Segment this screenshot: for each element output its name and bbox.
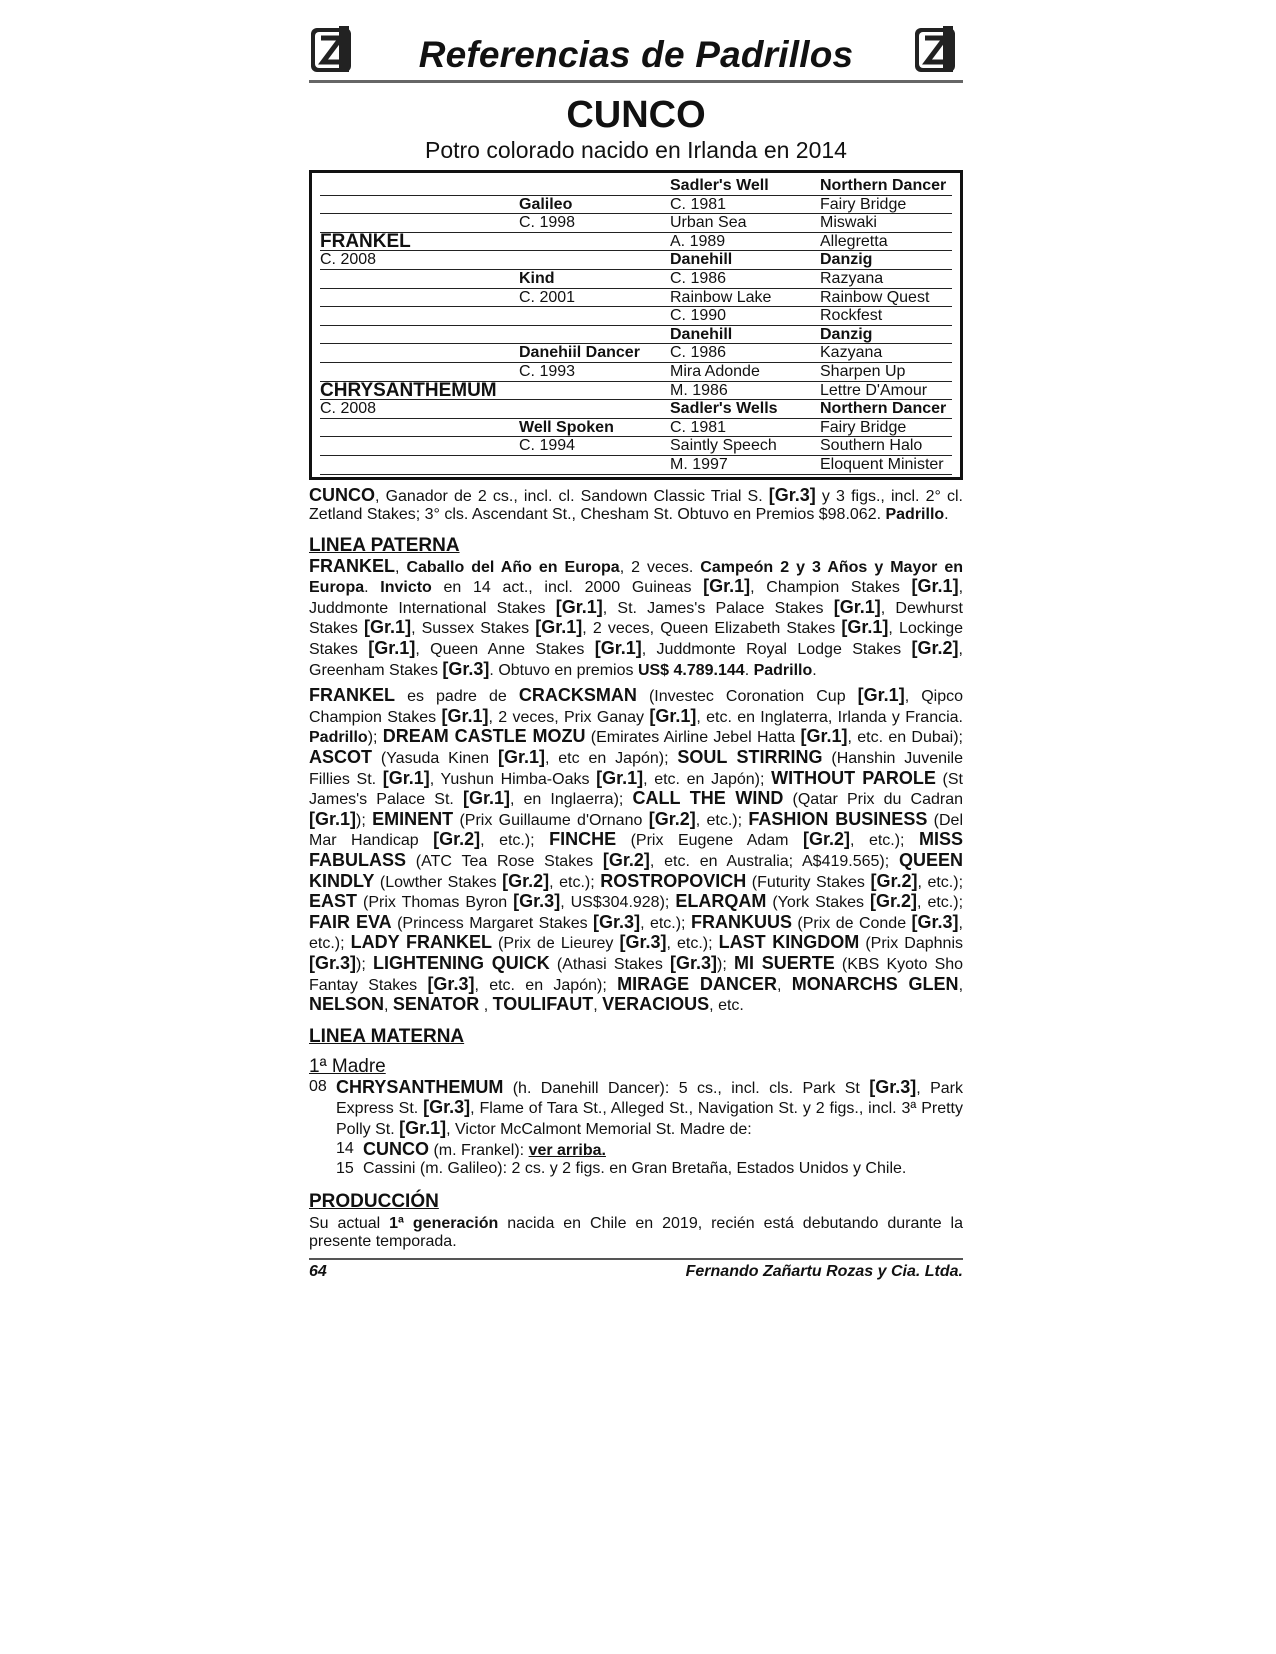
pedigree-cell: CHRYSANTHEMUM bbox=[320, 382, 519, 401]
paragraph-text: (Del Mar Handicap bbox=[309, 811, 963, 850]
horse-name-mention: MIRAGE DANCER bbox=[617, 973, 777, 994]
pedigree-cell: Sadler's Well bbox=[670, 177, 820, 196]
produccion-post: nacida en Chile en 2019, recién está debutando durante la presente temporada. bbox=[309, 1214, 964, 1251]
horse-name-mention: FRANKEL bbox=[309, 555, 395, 576]
pedigree-row bbox=[320, 289, 952, 308]
paterna-paragraph-2 bbox=[309, 686, 963, 1016]
pedigree-row bbox=[320, 307, 952, 326]
pedigree-cell: Southern Halo bbox=[820, 437, 952, 456]
grade-label: [Gr.1] bbox=[596, 767, 644, 788]
grade-label: [Gr.2] bbox=[870, 891, 918, 912]
paragraph-text: (Prix Daphnis bbox=[859, 935, 964, 953]
pedigree-cell: Urban Sea bbox=[670, 214, 820, 233]
grade-label: [Gr.1] bbox=[309, 808, 357, 829]
horse-name-mention: FRANKEL bbox=[309, 685, 395, 706]
grade-label: [Gr.1] bbox=[841, 617, 889, 638]
pedigree-row bbox=[320, 382, 952, 401]
pedigree-cell: Rockfest bbox=[820, 307, 952, 326]
horse-name-mention: MI SUERTE bbox=[734, 952, 835, 973]
pedigree-cell: C. 1998 bbox=[519, 214, 670, 233]
paragraph-text: , etc. en Japón); bbox=[474, 976, 618, 994]
pedigree-cell bbox=[519, 177, 670, 196]
grade-label: [Gr.3] bbox=[619, 932, 667, 953]
paragraph-text: , bbox=[479, 997, 493, 1015]
pedigree-cell: C. 1993 bbox=[519, 363, 670, 382]
offspring-item bbox=[336, 1140, 963, 1161]
grade-label: [Gr.3] bbox=[670, 952, 718, 973]
paragraph-text: , etc en Japón); bbox=[544, 750, 678, 768]
logo-icon bbox=[913, 24, 959, 74]
ver-arriba-link[interactable]: ver arriba. bbox=[528, 1141, 606, 1159]
paragraph-text: (Princess Margaret Stakes bbox=[391, 914, 594, 932]
paragraph-text: , Qipco Champion Stakes bbox=[309, 688, 963, 726]
paragraph-text: , etc.); bbox=[309, 914, 963, 953]
horse-name-mention: MISS FABULASS bbox=[309, 829, 963, 870]
paragraph-text: , Greenham Stakes bbox=[309, 641, 963, 679]
paragraph-text: (Prix Guillaume d'Ornano bbox=[453, 811, 649, 829]
pedigree-cell bbox=[519, 233, 670, 252]
horse-name-mention: LIGHTENING QUICK bbox=[372, 952, 550, 973]
mother-entry bbox=[309, 1078, 963, 1179]
grade-label: [Gr.2] bbox=[433, 829, 481, 850]
grade-label: [Gr.3] bbox=[869, 1076, 917, 1097]
paragraph-text: , etc. bbox=[709, 997, 744, 1015]
summary-horse-name: CUNCO bbox=[309, 484, 375, 505]
paragraph-text: (York Stakes bbox=[766, 894, 870, 912]
pedigree-cell: Razyana bbox=[820, 270, 952, 289]
pedigree-cell: Galileo bbox=[519, 196, 670, 215]
pedigree-cell: C. 1990 bbox=[670, 307, 820, 326]
pedigree-row bbox=[320, 326, 952, 345]
pedigree-row bbox=[320, 196, 952, 215]
pedigree-cell bbox=[320, 270, 519, 289]
pedigree-row bbox=[320, 233, 952, 252]
pedigree-row bbox=[320, 419, 952, 438]
paragraph-text: , bbox=[395, 558, 407, 576]
pedigree-cell: Fairy Bridge bbox=[820, 419, 952, 438]
pedigree-cell bbox=[519, 400, 670, 419]
page-header bbox=[309, 22, 963, 83]
pedigree-cell bbox=[320, 419, 519, 438]
pedigree-table bbox=[309, 170, 963, 480]
pedigree-cell: Sadler's Wells bbox=[670, 400, 820, 419]
pedigree-cell bbox=[519, 251, 670, 270]
horse-name-mention: VERACIOUS bbox=[602, 994, 710, 1015]
pedigree-row bbox=[320, 177, 952, 196]
paragraph-text: (ATC Tea Rose Stakes bbox=[406, 853, 603, 870]
horse-name-mention: CHRYSANTHEMUM bbox=[336, 1076, 504, 1097]
pedigree-cell: Danehiil Dancer bbox=[519, 344, 670, 363]
paragraph-text: , bbox=[384, 997, 393, 1015]
grade-label: [Gr.3] bbox=[309, 952, 357, 973]
paragraph-text: , Park Express St. bbox=[336, 1079, 963, 1118]
pedigree-cell: Allegretta bbox=[820, 233, 952, 252]
section-linea-paterna: LINEA PATERNA bbox=[309, 534, 460, 556]
paragraph-text: (Prix de Lieurey bbox=[491, 935, 620, 953]
paragraph-text: , Queen Anne Stakes bbox=[415, 641, 595, 659]
horse-name-mention: EAST bbox=[309, 891, 358, 912]
offspring-year: 15 bbox=[336, 1160, 354, 1178]
pedigree-cell bbox=[320, 456, 519, 475]
paragraph-text: , bbox=[958, 976, 964, 994]
paragraph-text: (Qatar Prix du Cadran bbox=[783, 791, 963, 809]
document-page bbox=[309, 22, 963, 1281]
pedigree-cell: C. 1986 bbox=[670, 270, 820, 289]
pedigree-cell bbox=[320, 289, 519, 308]
pedigree-row bbox=[320, 270, 952, 289]
pedigree-cell bbox=[320, 326, 519, 345]
pedigree-cell bbox=[320, 344, 519, 363]
paragraph-text: Campeón 2 y 3 Años y Mayor en Europa bbox=[309, 558, 964, 597]
paragraph-text: , etc. en Inglaterra, Irlanda y Francia. bbox=[696, 708, 963, 726]
pedigree-cell bbox=[519, 382, 670, 401]
produccion-bold: 1ª generación bbox=[389, 1214, 499, 1232]
paragraph-text: US$ 4.789.144 bbox=[637, 661, 745, 679]
pedigree-cell: A. 1989 bbox=[670, 233, 820, 252]
horse-name-mention: SOUL STIRRING bbox=[677, 747, 823, 768]
summary-text-2: y 3 figs., incl. 2° cl. Zetland Stakes; 3° cls. Ascendant St., Chesham St. Obtuvo en Premios $98.062. bbox=[309, 487, 963, 524]
grade-label: [Gr.1] bbox=[703, 576, 751, 597]
pedigree-row bbox=[320, 251, 952, 270]
horse-name-mention: DREAM CASTLE MOZU bbox=[382, 726, 586, 747]
paragraph-text: , 2 veces, Queen Elizabeth Stakes bbox=[582, 620, 842, 638]
paragraph-text: . bbox=[812, 661, 817, 679]
paragraph-text: (Prix Eugene Adam bbox=[616, 832, 803, 850]
paragraph-text: Padrillo bbox=[753, 661, 813, 679]
summary-padrillo: Padrillo bbox=[885, 506, 945, 524]
grade-label: [Gr.1] bbox=[399, 1117, 447, 1138]
paragraph-text: , etc.); bbox=[549, 873, 601, 891]
pedigree-cell: Saintly Speech bbox=[670, 437, 820, 456]
horse-name-mention: LAST KINGDOM bbox=[718, 932, 860, 953]
horse-name-mention: ELARQAM bbox=[675, 891, 767, 912]
horse-summary bbox=[309, 486, 963, 525]
horse-subtitle: Potro colorado nacido en Irlanda en 2014 bbox=[425, 137, 847, 163]
horse-name-mention: CALL THE WIND bbox=[632, 788, 784, 809]
grade-label: [Gr.2] bbox=[648, 808, 696, 829]
paragraph-text: (Hanshin Juvenile Fillies St. bbox=[309, 750, 964, 788]
paragraph-text: Padrillo bbox=[309, 729, 368, 747]
grade-label: [Gr.1] bbox=[364, 617, 412, 638]
horse-name-mention: ASCOT bbox=[309, 747, 372, 768]
pedigree-cell: Miswaki bbox=[820, 214, 952, 233]
mother-text bbox=[336, 1078, 963, 1140]
paragraph-text: (Yasuda Kinen bbox=[372, 750, 498, 768]
mother-year: 08 bbox=[309, 1077, 327, 1095]
offspring-text: Cassini (m. Galileo): 2 cs. y 2 figs. en Gran Bretaña, Estados Unidos y Chile. bbox=[363, 1160, 907, 1178]
horse-name-mention: EMINENT bbox=[372, 808, 454, 829]
offspring-name: CUNCO bbox=[363, 1138, 429, 1159]
paragraph-text: , etc.); bbox=[850, 832, 919, 850]
horse-name-mention: FINCHE bbox=[549, 829, 617, 850]
pedigree-cell: Lettre D'Amour bbox=[820, 382, 952, 401]
paragraph-text: (Investec Coronation Cup bbox=[636, 688, 858, 706]
paragraph-text: , bbox=[776, 976, 792, 994]
paragraph-text: ); bbox=[356, 955, 373, 973]
pedigree-cell: Eloquent Minister bbox=[820, 456, 952, 475]
pedigree-cell: Rainbow Quest bbox=[820, 289, 952, 308]
pedigree-cell: Well Spoken bbox=[519, 419, 670, 438]
grade-label: [Gr.1] bbox=[800, 726, 848, 747]
paragraph-text: (Emirates Airline Jebel Hatta bbox=[585, 729, 801, 747]
paragraph-text: (Futurity Stakes bbox=[746, 873, 871, 891]
pedigree-cell: Kind bbox=[519, 270, 670, 289]
pedigree-cell: Danehill bbox=[670, 326, 820, 345]
grade-label: [Gr.1] bbox=[857, 685, 905, 706]
paragraph-text: , etc.); bbox=[480, 832, 550, 850]
grade-label: [Gr.2] bbox=[502, 870, 550, 891]
paragraph-text: . Obtuvo en premios bbox=[489, 661, 638, 679]
grade-label: [Gr.2] bbox=[870, 870, 918, 891]
section-primera-madre: 1ª Madre bbox=[309, 1055, 386, 1077]
summary-end: . bbox=[944, 506, 949, 524]
paterna-paragraph-1 bbox=[309, 557, 963, 681]
pedigree-cell: C. 2008 bbox=[320, 251, 519, 270]
pedigree-cell bbox=[320, 437, 519, 456]
paragraph-text: , Dewhurst Stakes bbox=[309, 599, 964, 638]
pedigree-cell bbox=[320, 196, 519, 215]
pedigree-cell: C. 1994 bbox=[519, 437, 670, 456]
pedigree-row bbox=[320, 456, 952, 475]
pedigree-cell: C. 2001 bbox=[519, 289, 670, 308]
paragraph-text: , etc.); bbox=[640, 914, 691, 932]
pedigree-cell: C. 1986 bbox=[670, 344, 820, 363]
paragraph-text: en 14 act., incl. 2000 Guineas bbox=[431, 579, 704, 597]
paragraph-text: , etc. en Japón); bbox=[643, 770, 772, 788]
paragraph-text: . bbox=[364, 579, 381, 597]
page-title: Referencias de Padrillos bbox=[418, 34, 854, 75]
grade-label: [Gr.1] bbox=[382, 767, 430, 788]
paragraph-text: (h. Danehill Dancer): 5 cs., incl. cls. Park St bbox=[503, 1079, 870, 1097]
horse-name-mention: WITHOUT PAROLE bbox=[771, 767, 936, 788]
paragraph-text: ); bbox=[356, 811, 373, 829]
horse-name-mention: FAIR EVA bbox=[309, 911, 392, 932]
pedigree-cell: Northern Dancer bbox=[820, 400, 952, 419]
pedigree-cell: C. 1981 bbox=[670, 196, 820, 215]
pedigree-cell bbox=[519, 307, 670, 326]
horse-name-mention: NELSON bbox=[309, 994, 385, 1015]
pedigree-row bbox=[320, 344, 952, 363]
pedigree-cell: Danzig bbox=[820, 251, 952, 270]
pedigree-cell bbox=[320, 177, 519, 196]
paragraph-text: , etc. en Australia; A$419.565); bbox=[649, 853, 899, 870]
paragraph-text: . bbox=[744, 661, 754, 679]
paragraph-text: (Lowther Stakes bbox=[374, 873, 503, 891]
pedigree-cell: Danzig bbox=[820, 326, 952, 345]
grade-label: [Gr.2] bbox=[911, 638, 959, 659]
paragraph-text: (St James's Palace St. bbox=[309, 770, 964, 809]
pedigree-cell bbox=[519, 456, 670, 475]
pedigree-cell bbox=[320, 363, 519, 382]
horse-name-mention: LADY FRANKEL bbox=[350, 932, 492, 953]
paragraph-text: , Juddmonte International Stakes bbox=[309, 579, 964, 617]
paragraph-text: (Athasi Stakes bbox=[549, 955, 671, 973]
horse-name-mention: FASHION BUSINESS bbox=[748, 808, 928, 829]
paragraph-text: , etc.); bbox=[695, 811, 749, 829]
paragraph-text: , etc.); bbox=[917, 894, 964, 912]
pedigree-cell: Kazyana bbox=[820, 344, 952, 363]
horse-name-mention: MONARCHS GLEN bbox=[791, 973, 959, 994]
pedigree-row bbox=[320, 214, 952, 233]
horse-name-mention: ROSTROPOVICH bbox=[600, 870, 747, 891]
grade-label: [Gr.1] bbox=[462, 788, 510, 809]
grade-label: [Gr.1] bbox=[911, 576, 959, 597]
grade-label: [Gr.3] bbox=[442, 658, 490, 679]
section-linea-materna: LINEA MATERNA bbox=[309, 1025, 465, 1047]
paragraph-text: , Sussex Stakes bbox=[411, 620, 536, 638]
pedigree-cell bbox=[519, 326, 670, 345]
pedigree-row bbox=[320, 400, 952, 419]
paragraph-text: , Lockinge Stakes bbox=[309, 620, 964, 659]
offspring-year: 14 bbox=[336, 1139, 354, 1157]
paragraph-text: , Champion Stakes bbox=[750, 579, 912, 597]
grade-label: [Gr.3] bbox=[593, 911, 641, 932]
produccion-text bbox=[309, 1215, 963, 1252]
pedigree-cell: Sharpen Up bbox=[820, 363, 952, 382]
horse-name-mention: CRACKSMAN bbox=[518, 685, 637, 706]
paragraph-text: , US$304.928); bbox=[560, 894, 676, 912]
grade-label: [Gr.1] bbox=[368, 638, 416, 659]
page-footer bbox=[309, 1258, 963, 1281]
paragraph-text: Invicto bbox=[380, 579, 432, 597]
grade-label: [Gr.1] bbox=[555, 596, 603, 617]
horse-name-mention: TOULIFAUT bbox=[492, 994, 594, 1015]
section-produccion: PRODUCCIÓN bbox=[309, 1190, 439, 1212]
pedigree-cell: M. 1997 bbox=[670, 456, 820, 475]
pedigree-cell: Rainbow Lake bbox=[670, 289, 820, 308]
horse-name-mention: SENATOR bbox=[392, 994, 480, 1015]
paragraph-text: (KBS Kyoto Sho Fantay Stakes bbox=[309, 955, 964, 994]
paragraph-text: , 2 veces, Prix Ganay bbox=[488, 708, 650, 726]
paragraph-text: , Yushun Himba-Oaks bbox=[429, 770, 597, 788]
pedigree-cell: C. 2008 bbox=[320, 400, 519, 419]
paragraph-text: Caballo del Año en Europa bbox=[406, 558, 620, 576]
pedigree-cell: C. 1981 bbox=[670, 419, 820, 438]
grade-label: [Gr.1] bbox=[497, 747, 545, 768]
paragraph-text: , bbox=[593, 997, 603, 1015]
grade-label: [Gr.1] bbox=[441, 705, 489, 726]
paragraph-text: ); bbox=[367, 729, 383, 747]
horse-name: CUNCO bbox=[566, 94, 706, 136]
pedigree-cell: M. 1986 bbox=[670, 382, 820, 401]
paragraph-text: , 2 veces. bbox=[619, 558, 701, 576]
pedigree-row bbox=[320, 363, 952, 382]
offspring-text: (m. Frankel): bbox=[429, 1141, 529, 1159]
pedigree-cell: Danehill bbox=[670, 251, 820, 270]
grade-label: [Gr.1] bbox=[594, 638, 642, 659]
paragraph-text: , Victor McCalmont Memorial St. Madre de: bbox=[446, 1120, 752, 1138]
pedigree-row bbox=[320, 437, 952, 456]
grade-label: [Gr.1] bbox=[535, 617, 583, 638]
produccion-pre: Su actual bbox=[309, 1214, 390, 1232]
page-number: 64 bbox=[309, 1262, 327, 1280]
paragraph-text: , etc.); bbox=[666, 935, 719, 953]
publisher-name: Fernando Zañartu Rozas y Cia. Ltda. bbox=[685, 1262, 963, 1280]
paragraph-text: , en Inglaerra); bbox=[509, 791, 633, 809]
grade-label: [Gr.2] bbox=[803, 829, 851, 850]
offspring-item bbox=[336, 1160, 963, 1179]
pedigree-cell bbox=[320, 307, 519, 326]
paragraph-text: , etc.); bbox=[917, 873, 964, 891]
pedigree-cell bbox=[320, 214, 519, 233]
paragraph-text: , etc. en Dubai); bbox=[847, 729, 964, 747]
horse-name-mention: FRANKUUS bbox=[690, 911, 792, 932]
paragraph-text: , St. James's Palace Stakes bbox=[602, 599, 834, 617]
pedigree-cell: FRANKEL bbox=[320, 233, 519, 252]
pedigree-cell: Mira Adonde bbox=[670, 363, 820, 382]
pedigree-cell: Fairy Bridge bbox=[820, 196, 952, 215]
paragraph-text: (Prix Thomas Byron bbox=[357, 894, 514, 912]
grade-label: [Gr.1] bbox=[833, 596, 881, 617]
summary-text-1: , Ganador de 2 cs., incl. cl. Sandown Classic Trial S. bbox=[375, 487, 769, 505]
grade-label: [Gr.1] bbox=[649, 705, 697, 726]
grade-label: [Gr.3] bbox=[513, 891, 561, 912]
paragraph-text: , Juddmonte Royal Lodge Stakes bbox=[641, 641, 912, 659]
grade-label: [Gr.2] bbox=[602, 850, 650, 870]
paragraph-text: , Flame of Tara St., Alleged St., Navigation St. y 2 figs., incl. 3ª Pretty Polly St. bbox=[336, 1100, 963, 1138]
grade-label: [Gr.3] bbox=[427, 973, 475, 994]
pedigree-cell: Northern Dancer bbox=[820, 177, 952, 196]
grade-label: [Gr.3] bbox=[911, 911, 959, 932]
paragraph-text: ); bbox=[717, 955, 734, 973]
paragraph-text: es padre de bbox=[395, 688, 519, 706]
grade-label: [Gr.3] bbox=[423, 1097, 471, 1118]
horse-name-mention: QUEEN KINDLY bbox=[309, 850, 963, 891]
paragraph-text: (Prix de Conde bbox=[791, 914, 912, 932]
summary-grade: [Gr.3] bbox=[768, 484, 816, 505]
